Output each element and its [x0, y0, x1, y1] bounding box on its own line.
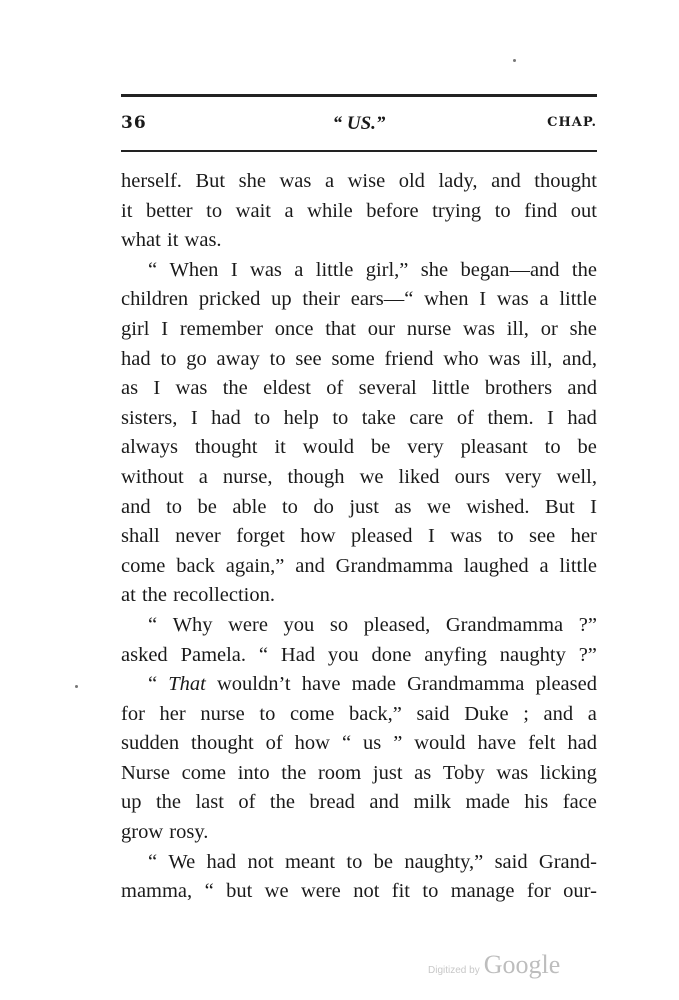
- text-line: “ Why were you so pleased, Grandmamma ?”: [148, 613, 597, 636]
- text-line: grow rosy.: [121, 821, 209, 844]
- stray-mark: [513, 59, 516, 62]
- text-line: herself. But she was a wise old lady, and thought: [121, 170, 597, 192]
- digitized-watermark: [428, 950, 560, 980]
- body-text: [121, 167, 597, 907]
- text-line: always thought it would be very pleasant to be: [121, 436, 597, 459]
- text-line: shall never forget how pleased I was to see her: [121, 525, 597, 548]
- text-line: at the recollection.: [121, 584, 276, 607]
- text-line: sudden thought of how “ us ” would have felt had: [121, 732, 597, 755]
- text-line: mamma, “ but we were not fit to manage for our-: [121, 880, 597, 903]
- text-line: sisters, I had to help to take care of them. I had: [121, 406, 597, 429]
- text-line: as I was the eldest of several little brothers and: [121, 377, 597, 400]
- header-top-rule: [121, 94, 597, 97]
- google-logo: Google: [483, 950, 561, 979]
- text-line: up the last of the bread and milk made his face: [121, 791, 597, 814]
- text-line: and to be able to do just as we wished. But I: [121, 495, 597, 518]
- header-bottom-rule: [121, 150, 597, 152]
- chapter-label: CHAP.: [547, 115, 597, 130]
- text-line: for her nurse to come back,” said Duke ; and a: [121, 702, 597, 725]
- text-line: girl I remember once that our nurse was ill, or she: [121, 317, 597, 340]
- text-line: Nurse come into the room just as Toby was licking: [121, 761, 597, 784]
- text-line: asked Pamela. “ Had you done anyfing naughty ?”: [121, 643, 597, 666]
- text-line: come back again,” and Grandmamma laughed a little: [121, 554, 597, 577]
- running-title: “ US.”: [332, 113, 386, 134]
- page-number: 36: [121, 113, 147, 133]
- running-header: [121, 113, 597, 139]
- text-line: children pricked up their ears—“ when I was a little: [121, 288, 597, 311]
- text-line: “ When I was a little girl,” she began—and the: [148, 258, 597, 281]
- text-line: “ We had not meant to be naughty,” said Grand-: [148, 850, 597, 873]
- stray-mark: [75, 685, 78, 688]
- text-line: what it was.: [121, 229, 222, 252]
- watermark-digitized-text: Digitized by: [428, 965, 480, 976]
- text-line: “ That wouldn’t have made Grandmamma pleased: [148, 673, 597, 696]
- text-line: it better to wait a while before trying to find out: [121, 199, 597, 222]
- text-line: without a nurse, though we liked ours very well,: [121, 465, 597, 488]
- text-line: had to go away to see some friend who was ill, and,: [121, 347, 597, 370]
